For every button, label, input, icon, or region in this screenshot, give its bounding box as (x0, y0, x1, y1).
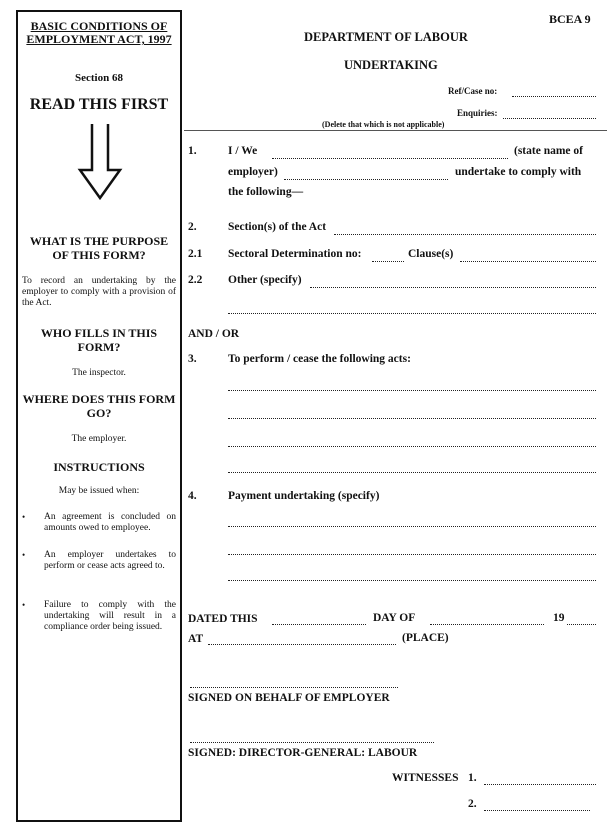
at-label: AT (188, 633, 204, 645)
bullet-icon: • (22, 600, 26, 610)
witness-2-number: 2. (468, 798, 477, 810)
place-label: (PLACE) (402, 632, 449, 644)
and-or-label: AND / OR (188, 328, 240, 340)
other-field[interactable] (310, 287, 596, 288)
payment-label: Payment undertaking (specify) (228, 490, 380, 502)
other-field-line-2[interactable] (228, 313, 596, 314)
instruction-bullet-2: An employer undertakes to perform or cease acts agreed to. (44, 550, 176, 571)
item-2-2-number: 2.2 (188, 274, 203, 286)
bullet-icon: • (22, 512, 26, 522)
day-of-label: DAY OF (373, 612, 416, 624)
acts-line-3[interactable] (228, 446, 596, 447)
year-field[interactable] (567, 624, 596, 625)
purpose-heading: WHAT IS THE PURPOSE OF THIS FORM? (29, 234, 169, 262)
form-title: UNDERTAKING (344, 58, 438, 72)
undertake-label: undertake to comply with (455, 166, 582, 178)
following-label: the following— (228, 186, 304, 198)
section-label: Section 68 (75, 72, 123, 84)
sectoral-label: Sectoral Determination no: (228, 248, 362, 260)
header-divider (184, 130, 607, 131)
acts-line-2[interactable] (228, 418, 596, 419)
state-name-label: (state name of (514, 145, 583, 157)
place-field[interactable] (208, 644, 396, 645)
clauses-label: Clause(s) (408, 248, 454, 260)
payment-line-1[interactable] (228, 526, 596, 527)
item-4-number: 4. (188, 490, 197, 502)
signed-employer-label: SIGNED ON BEHALF OF EMPLOYER (188, 692, 390, 704)
name-field[interactable] (272, 158, 508, 159)
signed-dg-label: SIGNED: DIRECTOR-GENERAL: LABOUR (188, 747, 418, 759)
where-heading: WHERE DOES THIS FORM GO? (22, 392, 176, 420)
sectoral-field[interactable] (372, 261, 404, 262)
dated-this-label: DATED THIS (188, 613, 258, 625)
payment-line-2[interactable] (228, 554, 596, 555)
acts-line-4[interactable] (228, 472, 596, 473)
item-3-number: 3. (188, 353, 197, 365)
instruction-bullet-1: An agreement is concluded on amounts owed to employee. (44, 512, 176, 533)
instructions-intro: May be issued when: (58, 486, 140, 496)
item-1-number: 1. (188, 145, 197, 157)
witness-1-number: 1. (468, 772, 477, 784)
instructions-sidebar (16, 10, 182, 822)
department-heading: DEPARTMENT OF LABOUR (304, 30, 468, 44)
bullet-icon: • (22, 550, 26, 560)
down-arrow-icon (72, 124, 128, 200)
ref-field[interactable] (512, 96, 596, 97)
instructions-heading: INSTRUCTIONS (53, 460, 145, 474)
other-label: Other (specify) (228, 274, 302, 286)
employer-label: employer) (228, 166, 278, 178)
perform-label: To perform / cease the following acts: (228, 353, 411, 365)
sections-field[interactable] (334, 234, 596, 235)
day-field[interactable] (272, 624, 366, 625)
where-text: The employer. (71, 434, 127, 444)
witnesses-label: WITNESSES (392, 772, 459, 784)
witness-1-field[interactable] (484, 784, 596, 785)
who-heading: WHO FILLS IN THIS FORM? (40, 326, 158, 354)
item-2-1-number: 2.1 (188, 248, 203, 260)
who-text: The inspector. (72, 368, 126, 378)
item-2-number: 2. (188, 221, 197, 233)
delete-note: (Delete that which is not applicable) (322, 120, 445, 129)
read-first-heading: READ THIS FIRST (29, 96, 169, 113)
instruction-bullet-3: Failure to comply with the undertaking will result in a compliance order being issued. (44, 600, 176, 632)
dg-signature-field[interactable] (190, 742, 434, 743)
sections-label: Section(s) of the Act (228, 221, 327, 233)
enquiries-label: Enquiries: (457, 108, 498, 118)
year-prefix: 19 (553, 612, 565, 624)
clauses-field[interactable] (460, 261, 596, 262)
payment-line-3[interactable] (228, 580, 596, 581)
form-code: BCEA 9 (549, 12, 591, 26)
employer-field[interactable] (284, 179, 448, 180)
enquiries-field[interactable] (503, 118, 596, 119)
purpose-text: To record an undertaking by the employer to comply with a provision of the Act. (22, 276, 176, 308)
employer-signature-field[interactable] (190, 687, 398, 688)
ref-label: Ref/Case no: (448, 86, 498, 96)
acts-line-1[interactable] (228, 390, 596, 391)
act-title: BASIC CONDITIONS OF EMPLOYMENT ACT, 1997 (26, 19, 172, 46)
month-field[interactable] (430, 624, 544, 625)
witness-2-field[interactable] (484, 810, 590, 811)
i-we-label: I / We (228, 145, 258, 157)
